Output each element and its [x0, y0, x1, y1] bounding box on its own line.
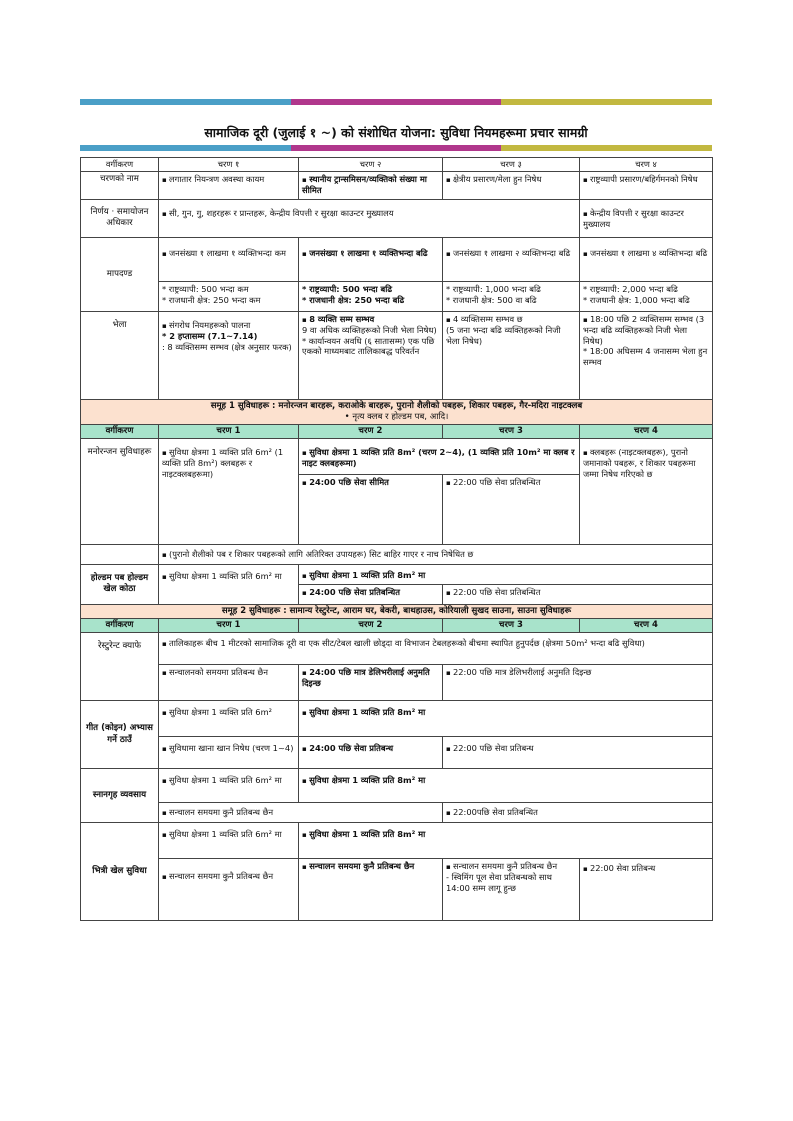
indoor-row-2 [81, 859, 713, 921]
criteria3-capital: * राजधानी क्षेत्र: 500 वा बढि [446, 294, 537, 305]
stage3-name: ▪ क्षेत्रीय प्रसारण/मेला हुन निषेध [443, 171, 580, 199]
criteria4-national: * राष्ट्रव्यापी: 2,000 भन्दा बढि [583, 283, 678, 294]
stage2-name: ▪ स्थानीय ट्रान्समिसन/व्यक्तिको संख्या मा सीमित [299, 171, 443, 199]
header-stage-4: चरण ४ [580, 158, 713, 172]
row-label-holdem: होल्डम पब होल्डम खेल कोठा [81, 564, 159, 604]
entertain-stage-2-hours: ▪ 24:00 पछि सेवा सीमित [299, 474, 443, 544]
holdem-stage-2-hours: ▪ 24:00 पछि सेवा प्रतिबन्धित [299, 584, 443, 604]
gathering2-nine-ban: 9 वा अधिक व्यक्तिहरूको निजी भेला निषेध) [302, 324, 437, 335]
regulations-table [80, 157, 713, 921]
bath-stage-1-2-hours: ▪ सन्चालन समयमा कुनै प्रतिबन्ध छैन [159, 803, 443, 823]
title-bar-magenta [291, 145, 501, 151]
g1-header-stage-1: चरण 1 [159, 424, 299, 438]
restaurant-stage-2-hours: ▪ 24:00 पछि मात्र डेलिभरीलाई अनुमति दिइन्छ [299, 665, 443, 701]
row-label-criteria: मापदण्ड [81, 237, 159, 311]
decision-row [81, 199, 713, 237]
criteria-detail-row [81, 281, 713, 311]
gathering3-four: ▪ 4 व्यक्तिसम्म सम्भव छ [446, 314, 576, 325]
gathering-stage-1 [159, 311, 299, 399]
singing-row-2 [81, 737, 713, 769]
gathering-stage-3 [443, 311, 580, 399]
group1-title-line1: समूह 1 सुविधाहरू : मनोरन्जन बारहरू, कराओके बारहरू, पुरानो शैलीको पबहरू, शिकार पबहरू, गैर-मदिरा नाइटक्लब [210, 400, 583, 411]
g1-header-classification: वर्गीकरण [81, 424, 159, 438]
page-title: सामाजिक दूरी (जुलाई १ ~) को संशोधित योजना: सुविधा नियमहरूमा प्रचार सामग्री [204, 125, 588, 140]
row-label-gathering: भेला [81, 311, 159, 399]
gathering-stage-4 [580, 311, 713, 399]
bath-stage-1: ▪ सुविधा क्षेत्रमा 1 व्यक्ति प्रति 6m² मा [159, 769, 299, 803]
holdem-row [81, 564, 713, 584]
entertain-stage-2-3: ▪ सुविधा क्षेत्रमा 1 व्यक्ति प्रति 8m² (चरण 2~4), (1 व्यक्ति प्रति 10m² मा क्लब र नाइट क्लबहरूमा) [299, 438, 580, 474]
g1-header-stage-4: चरण 4 [580, 424, 713, 438]
g2-header-stage-1: चरण 1 [159, 618, 299, 632]
row-label-indoor: भित्री खेल सुविधा [81, 823, 159, 921]
indoor-stage-1: ▪ सुविधा क्षेत्रमा 1 व्यक्ति प्रति 6m² मा [159, 823, 299, 859]
row-label-entertainment: मनोरन्जन सुविधाहरू [81, 438, 159, 544]
holdem-stage-3-hours: ▪ 22:00 पछि सेवा प्रतिबन्धित [443, 584, 713, 604]
group1-title [81, 399, 713, 424]
entertain-note-row [81, 544, 713, 564]
indoor-stage-4-hours: ▪ 22:00 सेवा प्रतिबन्ध [580, 859, 713, 921]
singing-stage-1: ▪ सुविधा क्षेत्रमा 1 व्यक्ति प्रति 6m² [159, 701, 299, 737]
indoor-stage-2-4: ▪ सुविधा क्षेत्रमा 1 व्यक्ति प्रति 8m² मा [299, 823, 713, 859]
group1-title-line2: • नृत्य क्लब र होल्डम पब, आदि। [344, 411, 449, 422]
bath-stage-2-4: ▪ सुविधा क्षेत्रमा 1 व्यक्ति प्रति 8m² मा [299, 769, 713, 803]
stage4-name: ▪ राष्ट्रव्यापी प्रसारण/बहिर्गमनको निषेध [580, 171, 713, 199]
gathering-row [81, 311, 713, 399]
entertain-stage-1: ▪ सुविधा क्षेत्रमा 1 व्यक्ति प्रति 6m² (1 व्यक्ति प्रति 8m²) क्लबहरू र नाइटक्लबहरूमा) [159, 438, 299, 544]
entertain-stage-3-hours: ▪ 22:00 पछि सेवा प्रतिबन्धित [443, 474, 580, 544]
top-bar-olive [501, 99, 712, 105]
singing-row [81, 701, 713, 737]
indoor-row [81, 823, 713, 859]
criteria-detail-stage-3 [443, 281, 580, 311]
criteria1-capital: * राजधानी क्षेत्र: 250 भन्दा कम [162, 294, 261, 305]
criteria1-national: * राष्ट्रव्यापी: 500 भन्दा कम [162, 283, 249, 294]
criteria2-national: * राष्ट्रव्यापी: 500 भन्दा बढि [302, 283, 393, 294]
row-label-singing: गीत (कोइन) अभ्यास गर्ने ठाउँ [81, 701, 159, 769]
group2-header-row [81, 618, 713, 632]
row-label-decision: निर्णय · समायोजन अधिकार [81, 199, 159, 237]
criteria-stage-1: ▪ जनसंख्या १ लाखमा १ व्यक्तिभन्दा कम [159, 237, 299, 281]
gathering4-after-18: ▪ 18:00 पछि 2 व्यक्तिसम्म सम्भव (3 भन्दा बढि व्यक्तिहरूको निजी भेला निषेध) [583, 314, 709, 347]
bath-row-2 [81, 803, 713, 823]
restaurant-row-2 [81, 665, 713, 701]
g2-header-classification: वर्गीकरण [81, 618, 159, 632]
top-bar-blue [80, 99, 291, 105]
criteria4-capital: * राजधानी क्षेत्र: 1,000 भन्दा बढि [583, 294, 690, 305]
criteria2-capital: * राजधानी क्षेत्र: 250 भन्दा बढि [302, 294, 405, 305]
restaurant-stage-1-hours: ▪ सन्चालनको समयमा प्रतिबन्ध छैन [159, 665, 299, 701]
criteria-detail-stage-2 [299, 281, 443, 311]
header-classification: वर्गीकरण [81, 158, 159, 172]
gathering2-period: * कार्यान्वयन अवधि (६ सातासम्म) एक पछि एकको माध्यमबाट तालिकाबद्ध परिवर्तन [302, 335, 435, 357]
criteria-detail-stage-1 [159, 281, 299, 311]
header-stage-1: चरण १ [159, 158, 299, 172]
entertain-row [81, 438, 713, 474]
g2-header-stage-4: चरण 4 [580, 618, 713, 632]
entertain-stage-4: ▪ क्लबहरू (नाइटक्लबहरू), पुरानो जमानाको पबहरू, र शिकार पबहरूमा जम्मा निषेध गरिएको छ [580, 438, 713, 544]
gathering2-eight: ▪ 8 व्यक्ति सम्म सम्भव [302, 314, 439, 325]
group1-title-row [81, 399, 713, 424]
singing-stage-3-hours: ▪ 22:00 पछि सेवा प्रतिबन्ध [443, 737, 713, 769]
header-stage-2: चरण २ [299, 158, 443, 172]
row-label-restaurant: रेस्टुरेन्ट क्याफे [81, 633, 159, 701]
title-bar-olive [501, 145, 712, 151]
restaurant-stage-1-4: ▪ तालिकाहरू बीच 1 मीटरको सामाजिक दूरी वा एक सीट/टेबल खाली छोड्दा वा विभाजन टेबलहरूको बीचमा स्थापित हुनुपर्दछ (क्षेत्रमा 50m² भन्दा बढि सुविधा) [159, 633, 713, 665]
group2-title: समूह 2 सुविधाहरू : सामान्य रेस्टुरेन्ट, आराम घर, बेकरी, बाथहाउस, कोरियाली सुखद साउना, साउना सुविधाहरू [81, 604, 713, 618]
indoor-stage-1-hours: ▪ सन्चालन समयमा कुनै प्रतिबन्ध छैन [159, 859, 299, 921]
criteria3-national: * राष्ट्रव्यापी: 1,000 भन्दा बढि [446, 283, 541, 294]
entertain-note-spacer [81, 544, 159, 564]
restaurant-row [81, 633, 713, 665]
bath-stage-3-4-hours: ▪ 22:00पछि सेवा प्रतिबन्धित [443, 803, 713, 823]
indoor3-pool: - स्विमिंग पूल सेवा प्रतिबन्धको साथ 14:00 सम्म लागू हुन्छ [446, 872, 552, 893]
gathering-stage-2 [299, 311, 443, 399]
bath-row [81, 769, 713, 803]
top-bar-magenta [291, 99, 501, 105]
decision-stage-4: ▪ केन्द्रीय विपत्ती र सुरक्षा काउन्टर मुख्यालय [580, 199, 713, 237]
group1-header-row [81, 424, 713, 438]
g1-header-stage-3: चरण 3 [443, 424, 580, 438]
indoor-stage-3 [443, 859, 580, 921]
restaurant-stage-3-hours: ▪ 22:00 पछि मात्र डेलिभरीलाई अनुमति दिइन्छ [443, 665, 713, 701]
g2-header-stage-2: चरण 2 [299, 618, 443, 632]
row-label-bath: स्नानगृह व्यवसाय [81, 769, 159, 823]
singing-stage-2-4: ▪ सुविधा क्षेत्रमा 1 व्यक्ति प्रति 8m² मा [299, 701, 713, 737]
indoor3-hours: ▪ सन्चालन समयमा कुनै प्रतिबन्ध छैन [446, 861, 576, 872]
criteria-detail-stage-4 [580, 281, 713, 311]
gathering4-before-18: * 18:00 अघिसम्म 4 जनासम्म भेला हुन सम्भव [583, 346, 708, 368]
stage-name-row [81, 171, 713, 199]
group2-title-row [81, 604, 713, 618]
gathering3-five-ban: (5 जना भन्दा बढि व्यक्तिहरूको निजी भेला निषेध) [446, 324, 561, 346]
criteria-stage-2: ▪ जनसंख्या १ लाखमा १ व्यक्तिभन्दा बढि [299, 237, 443, 281]
g1-header-stage-2: चरण 2 [299, 424, 443, 438]
stage1-name: ▪ लगातार नियन्त्रण अवस्था कायम [159, 171, 299, 199]
decision-stage-1-3: ▪ सी, गुन, गु, शहरहरू र प्रान्तहरू, केन्द्रीय विपत्ती र सुरक्षा काउन्टर मुख्यालय [159, 199, 580, 237]
title-bar-blue [80, 145, 291, 151]
indoor-stage-2-hours: ▪ सन्चालन समयमा कुनै प्रतिबन्ध छैन [299, 859, 443, 921]
gathering1-quarantine: ▪ संगरोध नियमहरूको पालना [162, 320, 295, 331]
criteria-row [81, 237, 713, 281]
g2-header-stage-3: चरण 3 [443, 618, 580, 632]
singing-stage-2-hours: ▪ 24:00 पछि सेवा प्रतिबन्ध [299, 737, 443, 769]
holdem-stage-2-4: ▪ सुविधा क्षेत्रमा 1 व्यक्ति प्रति 8m² मा [299, 564, 713, 584]
gathering1-two-weeks: * 2 हप्तासम्म (7.1~7.14) [162, 330, 258, 341]
stage-header-row [81, 158, 713, 172]
gathering1-eight-persons: : 8 व्यक्तिसम्म सम्भव (क्षेत्र अनुसार फरक) [162, 341, 292, 352]
header-stage-3: चरण ३ [443, 158, 580, 172]
singing-stage-1-food: ▪ सुविधामा खाना खान निषेध (चरण 1~4) [159, 737, 299, 769]
criteria-stage-3: ▪ जनसंख्या १ लाखमा २ व्यक्तिभन्दा बढि [443, 237, 580, 281]
holdem-stage-1: ▪ सुविधा क्षेत्रमा 1 व्यक्ति प्रति 6m² मा [159, 564, 299, 604]
row-label-stage-name: चरणको नाम [81, 171, 159, 199]
entertain-note: ▪ (पुरानो शैलीको पब र शिकार पबहरूको लागि अतिरिक्त उपायहरू) सिट बाहिर गाएर र नाच निषेधित छ [159, 544, 713, 564]
criteria-stage-4: ▪ जनसंख्या १ लाखमा ४ व्यक्तिभन्दा बढि [580, 237, 713, 281]
